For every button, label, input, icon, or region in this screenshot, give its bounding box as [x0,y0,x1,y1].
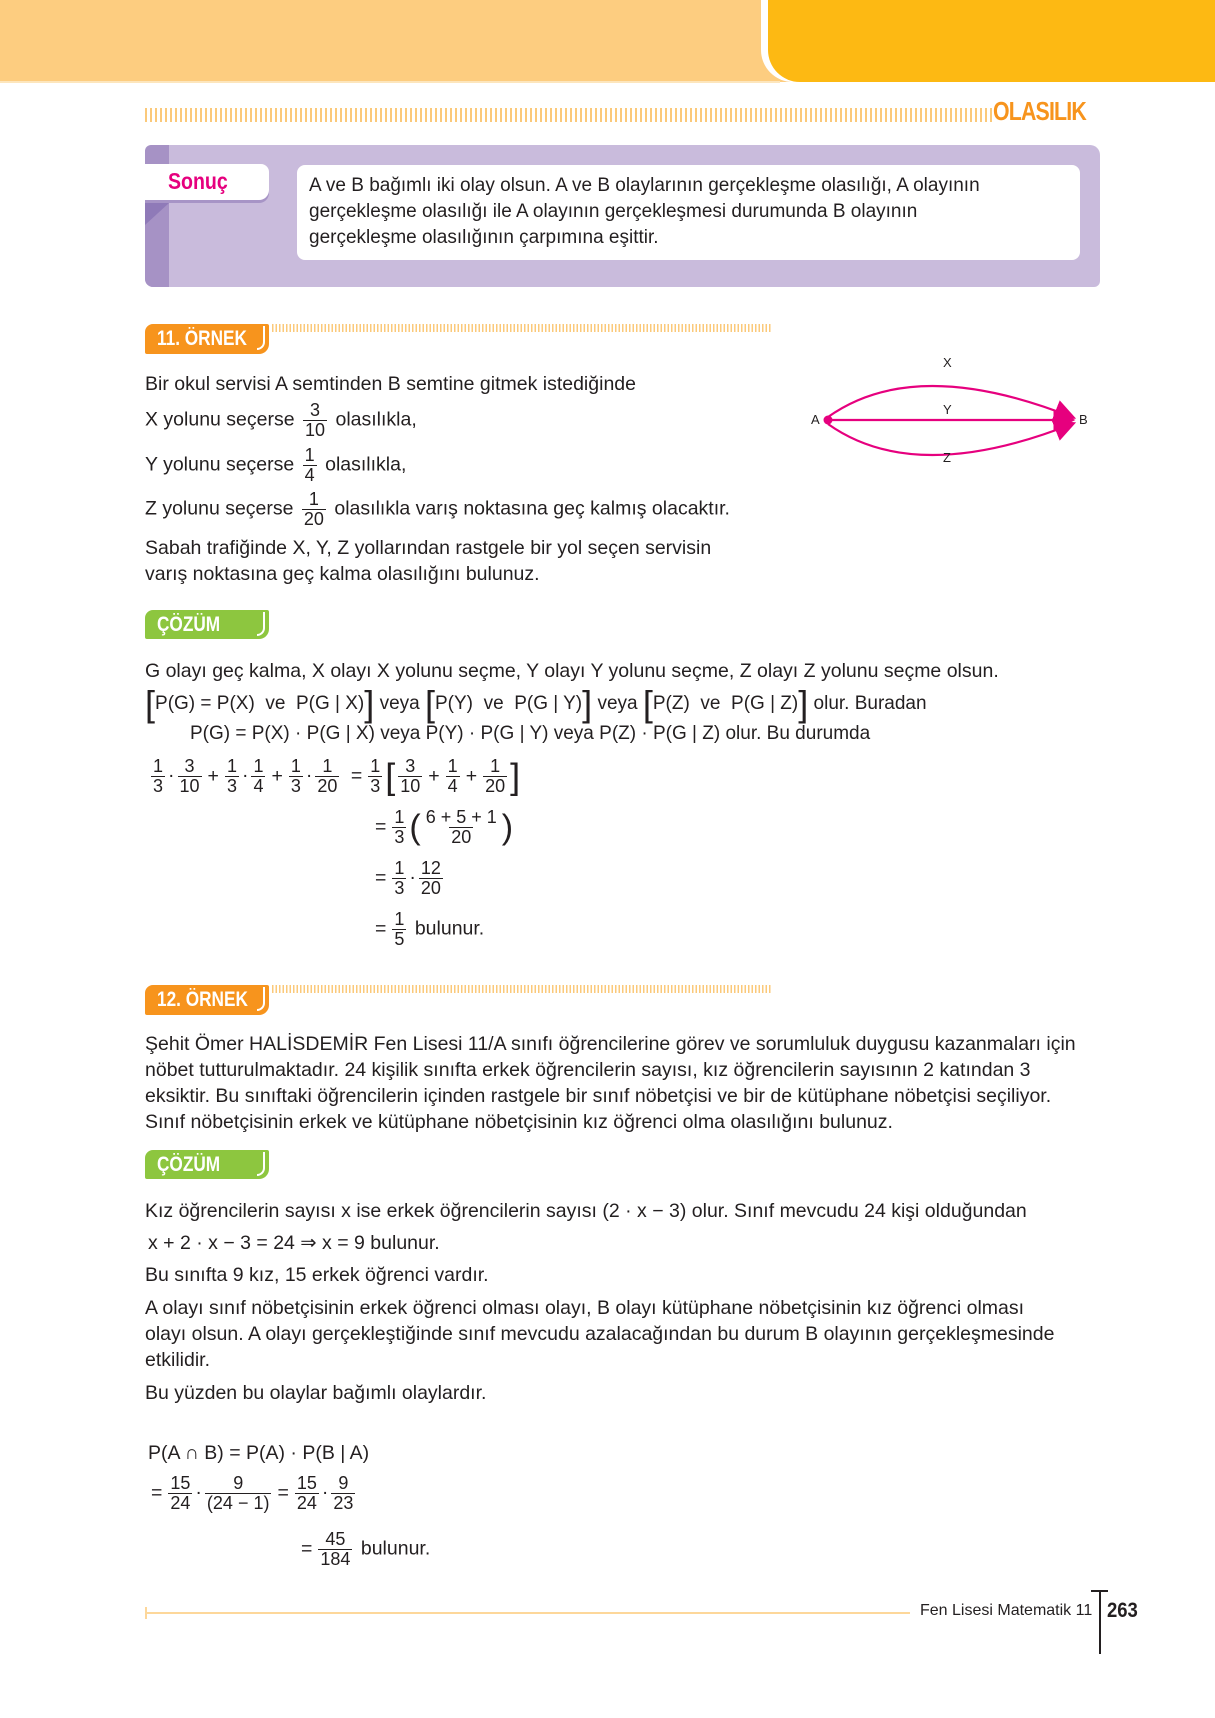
solution-11-calc-line-1: $\frac{1}{3}$ · $\frac{3}{10}$ + $\frac{1}{3}$ · $\frac{1}{4}$ + $\frac{1}{3}$ · $\frac{1}{20}$ = $\frac{1}{3}$ [ $\frac{3}{10}$ + $\frac{1}{4}$ + $\frac{1}{20}$ ] [153,755,521,797]
solution-11-line-1: G olayı geç kalma, X olayı X yolunu seçme, Y olayı Y yolunu seçme, Z olayı Z yolunu seçme olsun. [145,660,999,682]
solution-12-line-7: Bu yüzden bu olaylar bağımlı olaylardır. [145,1382,487,1404]
start-point-icon [824,416,833,425]
footer-divider [1099,1590,1101,1654]
header-band-right [768,0,1215,82]
solution-11-line-3: P(G) = P(X) · P(G | X) veya P(Y) · P(G | Y) veya P(Z) · P(G | Z) olur. Bu durumda [190,723,871,744]
header-band-divider [0,81,780,83]
conclusion-line: gerçekleşme olasılığının çarpımına eşittir. [309,227,659,248]
example-12-line: Şehit Ömer HALİSDEMİR Fen Lisesi 11/A sınıfı öğrencilerine görev ve sorumluluk duygusu kazanmaları için [145,1033,1076,1055]
solution-11-badge: ÇÖZÜM [145,610,269,639]
solution-11-calc-line-2: = $\frac{1}{3}$ ( $\frac{6 + 5 + 1}{20}$ ) [375,807,514,847]
example-12-dashed-line [272,985,772,993]
diagram-label-end: B [1079,412,1088,427]
diagram-label-start: A [811,412,820,427]
example-11-badge: 11. ÖRNEK [145,324,269,354]
example-12-line: Sınıf nöbetçisinin erkek ve kütüphane nöbetçisinin kız öğrenci olma olasılığını bulunuz. [145,1111,893,1133]
diagram-label-route-z: Z [943,450,951,465]
header-band-left [0,0,790,82]
solution-12-line-5: olayı olsun. A olayı gerçekleştiğinde sınıf mevcudu azalacağından bu durum B olayının gerçekleşmesinde [145,1323,1055,1345]
example-11-question-line: varış noktasına geç kalma olasılığını bulunuz. [145,563,540,585]
solution-11-calc-line-3: = $\frac{1}{3}$ · $\frac{12}{20}$ [375,858,441,898]
footer-line [145,1612,910,1614]
chapter-title: OLASILIK [993,96,1086,126]
solution-12-formula: P(A ∩ B) = P(A) · P(B | A) [148,1442,370,1464]
conclusion-line: gerçekleşme olasılığı ile A olayının gerçekleşmesi durumunda B olayının [309,201,918,222]
solution-11-line-2: [P(G) = P(X) ve P(G | X)] veya [P(Y) ve P(G | Y)] veya [P(Z) ve P(G | Z)] olur. Buradan [145,683,927,724]
diagram-label-route-y: Y [943,402,952,417]
example-12-line: eksiktir. Bu sınıftaki öğrencilerin içinden rastgele bir sınıf nöbetçisi ve bir de kütüphane nöbetçisi seçiliyor. [145,1085,1052,1107]
solution-12-badge: ÇÖZÜM [145,1150,269,1179]
solution-12-line-4: A olayı sınıf nöbetçisinin erkek öğrenci olması olayı, B olayı kütüphane nöbetçisinin kız öğrenci olması [145,1297,1025,1319]
example-11-row-z: Z yolunu seçerse $\frac{1}{20}$ olasılıkla varış noktasına geç kalmış olacaktır. [145,489,730,529]
page-number: 263 [1107,1599,1138,1622]
route-diagram [795,350,1095,480]
conclusion-line: A ve B bağımlı iki olay olsun. A ve B olaylarının gerçekleşme olasılığı, A olayının [309,175,980,196]
solution-12-calc-line-2: = $\frac{45}{184}$ bulunur. [301,1529,431,1569]
example-11-question-line: Sabah trafiğinde X, Y, Z yollarından rastgele bir yol seçen servisin [145,537,712,559]
solution-12-line-3: Bu sınıfta 9 kız, 15 erkek öğrenci vardır. [145,1264,489,1286]
example-11-dashed-line [272,324,772,332]
solution-11-calc-line-4: = $\frac{1}{5}$ bulunur. [375,909,485,949]
example-11-row-y: Y yolunu seçerse $\frac{1}{4}$ olasılıkla, [145,445,407,485]
solution-12-calc-line-1: = $\frac{15}{24}$ · $\frac{9}{(24 - 1)}$ = $\frac{15}{24}$ · $\frac{9}{23}$ [151,1473,354,1513]
example-11-intro: Bir okul servisi A semtinden B semtine gitmek istediğinde [145,373,636,395]
diagram-label-route-x: X [943,355,952,370]
footer-book-title: Fen Lisesi Matematik 11 [920,1602,1093,1619]
chapter-dashed-bar [145,108,993,122]
solution-12-line-6: etkilidir. [145,1349,211,1371]
example-11-row-x: X yolunu seçerse $\frac{3}{10}$ olasılıkla, [145,400,417,440]
conclusion-text [297,165,1080,260]
example-12-line: nöbet tutturulmaktadır. 24 kişilik sınıfta erkek öğrencilerin sayısı, kız öğrencilerin sayısının 2 katından 3 [145,1059,1031,1081]
conclusion-label: Sonuç [168,168,228,194]
conclusion-tab-fold [145,203,169,225]
example-12-badge: 12. ÖRNEK [145,985,269,1015]
solution-12-line-1: Kız öğrencilerin sayısı x ise erkek öğrencilerin sayısı (2 · x − 3) olur. Sınıf mevcudu 24 kişi olduğundan [145,1200,1027,1222]
solution-12-line-2: x + 2 · x − 3 = 24 ⇒ x = 9 bulunur. [148,1232,440,1254]
